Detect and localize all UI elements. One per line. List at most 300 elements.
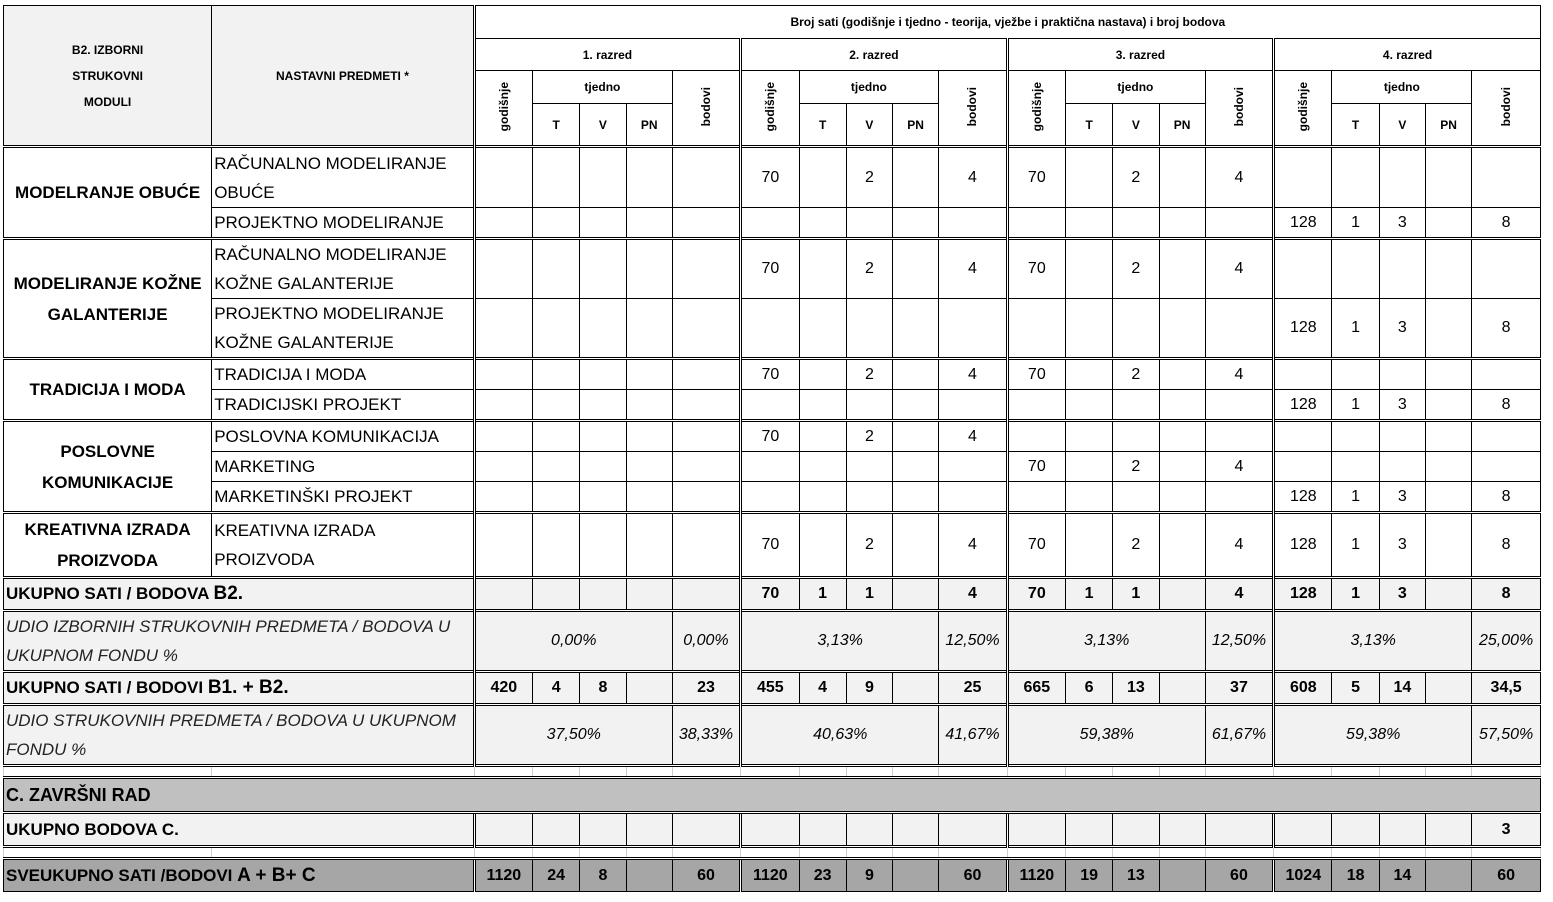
value-cell: 8: [1472, 299, 1541, 359]
curriculum-table-wrapper: [3, 5, 1541, 892]
value-cell: [1205, 482, 1273, 513]
value-cell: [1425, 299, 1471, 359]
value-cell: [1425, 239, 1471, 299]
weekly-header: tjedno: [799, 71, 939, 104]
value-cell: 3: [1472, 813, 1541, 847]
value-cell: [1065, 208, 1112, 239]
section-c-row: [4, 778, 1541, 813]
value-cell: 60: [1205, 859, 1273, 892]
hours-title: Broj sati (godišnje i tjedno - teorija, vježbe i praktična nastava) i broj bodova: [474, 6, 1540, 39]
value-cell: 8: [1472, 208, 1541, 239]
value-cell: 665: [1007, 672, 1065, 705]
points-header: [1205, 71, 1273, 147]
points-header: [672, 71, 740, 147]
spacer-cell: [626, 847, 672, 859]
value-cell: [799, 513, 846, 578]
spacer-cell: [846, 847, 892, 859]
value-cell: [939, 208, 1007, 239]
value-cell: 18: [1332, 859, 1379, 892]
annual-label: godišnje: [1029, 81, 1044, 132]
value-cell: [893, 452, 939, 482]
value-cell: 1: [1332, 482, 1379, 513]
total-b1b2-row: [4, 672, 1541, 705]
value-cell: 8: [580, 672, 626, 705]
value-cell: 70: [741, 421, 799, 452]
value-cell: [1205, 208, 1273, 239]
value-cell: 1: [1065, 578, 1112, 611]
value-cell: [533, 208, 580, 239]
hours-share: 40,63%: [741, 705, 939, 766]
value-cell: [1425, 813, 1471, 847]
value-cell: [799, 813, 846, 847]
value-cell: 4: [533, 672, 580, 705]
value-cell: [672, 239, 740, 299]
value-cell: 1: [799, 578, 846, 611]
value-cell: [1332, 813, 1379, 847]
hours-share: 59,38%: [1274, 705, 1472, 766]
points-label: bodovi: [1499, 86, 1514, 127]
spacer-cell: [1159, 766, 1205, 778]
value-cell: [580, 513, 626, 578]
value-cell: [799, 390, 846, 421]
value-cell: [939, 299, 1007, 359]
value-cell: [741, 299, 799, 359]
value-cell: [474, 813, 532, 847]
total-c-row: [4, 813, 1541, 847]
hours-share: 3,13%: [1007, 611, 1205, 672]
value-cell: [474, 578, 532, 611]
value-cell: [1379, 452, 1425, 482]
value-cell: 70: [741, 359, 799, 390]
value-cell: 34,5: [1472, 672, 1541, 705]
value-cell: 70: [1007, 359, 1065, 390]
value-cell: [580, 239, 626, 299]
spacer-cell: [580, 847, 626, 859]
value-cell: [1065, 359, 1112, 390]
value-cell: [1379, 813, 1425, 847]
value-cell: [533, 452, 580, 482]
value-cell: [893, 859, 939, 892]
value-cell: [580, 421, 626, 452]
spacer-cell: [1159, 847, 1205, 859]
value-cell: 4: [1205, 359, 1273, 390]
hours-share: 0,00%: [474, 611, 672, 672]
value-cell: [672, 208, 740, 239]
value-cell: [939, 813, 1007, 847]
value-cell: 3: [1379, 578, 1425, 611]
value-cell: [1425, 859, 1471, 892]
value-cell: 4: [799, 672, 846, 705]
spacer-cell: [741, 766, 799, 778]
pn-header: PN: [1159, 104, 1205, 147]
header-line: STRUKOVNI: [72, 68, 143, 83]
value-cell: [893, 482, 939, 513]
value-cell: [474, 299, 532, 359]
value-cell: [1065, 147, 1112, 208]
value-cell: 37: [1205, 672, 1273, 705]
value-cell: 19: [1065, 859, 1112, 892]
spacer-cell: [4, 766, 212, 778]
value-cell: [893, 813, 939, 847]
value-cell: 24: [533, 859, 580, 892]
subject-row: [4, 513, 1541, 578]
value-cell: 8: [1472, 482, 1541, 513]
value-cell: [1425, 482, 1471, 513]
points-share: 57,50%: [1472, 705, 1541, 766]
value-cell: 128: [1274, 513, 1332, 578]
value-cell: [1274, 452, 1332, 482]
value-cell: [893, 239, 939, 299]
value-cell: 25: [939, 672, 1007, 705]
subject-column-header: NASTAVNI PREDMETI *: [212, 6, 475, 147]
value-cell: 1: [1332, 513, 1379, 578]
value-cell: [1113, 390, 1159, 421]
value-cell: [1065, 452, 1112, 482]
value-cell: [1159, 239, 1205, 299]
value-cell: 3: [1379, 299, 1425, 359]
value-cell: [799, 452, 846, 482]
subject-row: [4, 299, 1541, 359]
label-text: UKUPNO SATI / BODOVI: [6, 678, 208, 697]
spacer-cell: [533, 766, 580, 778]
value-cell: [1472, 147, 1541, 208]
value-cell: [1113, 421, 1159, 452]
value-cell: 1: [1113, 578, 1159, 611]
value-cell: 70: [1007, 239, 1065, 299]
value-cell: [1159, 813, 1205, 847]
value-cell: [672, 452, 740, 482]
value-cell: 128: [1274, 299, 1332, 359]
value-cell: 70: [1007, 578, 1065, 611]
header-line: B2. IZBORNI: [71, 42, 144, 57]
value-cell: 70: [1007, 147, 1065, 208]
points-share: 41,67%: [939, 705, 1007, 766]
value-cell: [799, 239, 846, 299]
value-cell: [474, 421, 532, 452]
spacer-cell: [893, 766, 939, 778]
value-cell: [474, 482, 532, 513]
points-label: bodovi: [698, 86, 713, 127]
value-cell: 1024: [1274, 859, 1332, 892]
value-cell: 128: [1274, 482, 1332, 513]
value-cell: 8: [580, 859, 626, 892]
total-c-row-label: [4, 813, 475, 847]
spacer-cell: [212, 847, 475, 859]
v-header: V: [846, 104, 892, 147]
value-cell: [1205, 299, 1273, 359]
value-cell: 14: [1379, 672, 1425, 705]
value-cell: [893, 578, 939, 611]
value-cell: [1379, 239, 1425, 299]
spacer-cell: [4, 847, 212, 859]
value-cell: 128: [1274, 208, 1332, 239]
value-cell: [1425, 421, 1471, 452]
value-cell: 4: [1205, 147, 1273, 208]
value-cell: [1472, 359, 1541, 390]
value-cell: [893, 147, 939, 208]
value-cell: [893, 421, 939, 452]
share-b1b2-row-label: UDIO STRUKOVNIH PREDMETA / BODOVA U UKUPNOM FONDU %: [4, 705, 475, 766]
value-cell: 70: [1007, 513, 1065, 578]
value-cell: [533, 813, 580, 847]
label-emphasis: B1. + B2.: [207, 677, 289, 698]
value-cell: 2: [846, 359, 892, 390]
value-cell: [1332, 452, 1379, 482]
subject-row: [4, 421, 1541, 452]
subject-name: KREATIVNA IZRADA PROIZVODA: [212, 513, 475, 578]
value-cell: [580, 208, 626, 239]
value-cell: 4: [1205, 513, 1273, 578]
value-cell: 70: [741, 239, 799, 299]
subject-name: RAČUNALNO MODELIRANJE OBUĆE: [212, 147, 475, 208]
points-share: 61,67%: [1205, 705, 1273, 766]
grand-total-row-label: [4, 859, 475, 892]
spacer-cell: [893, 847, 939, 859]
value-cell: [533, 578, 580, 611]
value-cell: [1065, 513, 1112, 578]
share-b2-row-label: UDIO IZBORNIH STRUKOVNIH PREDMETA / BODOVA U UKUPNOM FONDU %: [4, 611, 475, 672]
annual-label: godišnje: [496, 81, 511, 132]
section-c-title: C. ZAVRŠNI RAD: [4, 778, 1541, 813]
value-cell: [1113, 482, 1159, 513]
value-cell: 2: [846, 421, 892, 452]
value-cell: [1159, 390, 1205, 421]
value-cell: [533, 239, 580, 299]
value-cell: [741, 208, 799, 239]
value-cell: [672, 482, 740, 513]
value-cell: [533, 390, 580, 421]
value-cell: 23: [672, 672, 740, 705]
value-cell: 9: [846, 672, 892, 705]
value-cell: [672, 421, 740, 452]
value-cell: [474, 359, 532, 390]
value-cell: [580, 482, 626, 513]
value-cell: [1425, 359, 1471, 390]
value-cell: [893, 359, 939, 390]
value-cell: [799, 359, 846, 390]
spacer-cell: [939, 847, 1007, 859]
value-cell: [799, 482, 846, 513]
module-name: MODELIRANJE KOŽNE GALANTERIJE: [4, 239, 212, 359]
points-share: 12,50%: [939, 611, 1007, 672]
annual-label: godišnje: [763, 81, 778, 132]
value-cell: [799, 421, 846, 452]
value-cell: [1007, 421, 1065, 452]
module-name: POSLOVNE KOMUNIKACIJE: [4, 421, 212, 513]
weekly-header: tjedno: [1332, 71, 1472, 104]
spacer-cell: [1113, 847, 1159, 859]
total-b2-row-label: [4, 578, 475, 611]
value-cell: 128: [1274, 390, 1332, 421]
grand-total-row: [4, 859, 1541, 892]
value-cell: [1274, 239, 1332, 299]
value-cell: [846, 482, 892, 513]
subject-row: [4, 482, 1541, 513]
value-cell: [741, 482, 799, 513]
spacer-cell: [1065, 766, 1112, 778]
value-cell: 8: [1472, 578, 1541, 611]
value-cell: [1425, 390, 1471, 421]
spacer-cell: [741, 847, 799, 859]
module-name: MODELRANJE OBUĆE: [4, 147, 212, 239]
value-cell: [939, 452, 1007, 482]
value-cell: [626, 672, 672, 705]
value-cell: [846, 813, 892, 847]
t-header: T: [799, 104, 846, 147]
value-cell: [626, 513, 672, 578]
spacer-cell: [212, 766, 475, 778]
label-text: UKUPNO SATI / BODOVA: [6, 584, 214, 603]
value-cell: 1: [846, 578, 892, 611]
value-cell: [1472, 421, 1541, 452]
subject-name: TRADICIJA I MODA: [212, 359, 475, 390]
value-cell: [1007, 813, 1065, 847]
value-cell: 2: [846, 147, 892, 208]
value-cell: [580, 813, 626, 847]
value-cell: [1159, 482, 1205, 513]
pn-header: PN: [626, 104, 672, 147]
spacer-cell: [1205, 847, 1273, 859]
value-cell: [799, 208, 846, 239]
value-cell: [1379, 359, 1425, 390]
value-cell: [1159, 452, 1205, 482]
subject-name: MARKETING: [212, 452, 475, 482]
value-cell: [893, 208, 939, 239]
subject-row: [4, 452, 1541, 482]
value-cell: [846, 452, 892, 482]
spacer-cell: [1332, 847, 1379, 859]
value-cell: [799, 147, 846, 208]
subject-name: PROJEKTNO MODELIRANJE: [212, 208, 475, 239]
spacer-cell: [672, 847, 740, 859]
value-cell: 13: [1113, 672, 1159, 705]
spacer-cell: [1425, 766, 1471, 778]
value-cell: [939, 390, 1007, 421]
value-cell: [1159, 208, 1205, 239]
value-cell: [1007, 208, 1065, 239]
value-cell: [626, 859, 672, 892]
value-cell: [1065, 239, 1112, 299]
value-cell: 8: [1472, 513, 1541, 578]
value-cell: 4: [1205, 578, 1273, 611]
value-cell: [939, 482, 1007, 513]
spacer-cell: [1007, 766, 1065, 778]
spacer-cell: [1379, 766, 1425, 778]
value-cell: [533, 482, 580, 513]
spacer-cell: [626, 766, 672, 778]
value-cell: 14: [1379, 859, 1425, 892]
value-cell: [533, 359, 580, 390]
value-cell: 5: [1332, 672, 1379, 705]
spacer-cell: [1113, 766, 1159, 778]
value-cell: [474, 452, 532, 482]
value-cell: [533, 147, 580, 208]
points-share: 0,00%: [672, 611, 740, 672]
spacer-cell: [1425, 847, 1471, 859]
value-cell: 2: [1113, 513, 1159, 578]
pn-header: PN: [1425, 104, 1471, 147]
value-cell: [1425, 672, 1471, 705]
spacer-cell: [939, 766, 1007, 778]
subject-name: MARKETINŠKI PROJEKT: [212, 482, 475, 513]
value-cell: [1113, 813, 1159, 847]
value-cell: [1007, 299, 1065, 359]
annual-label: godišnje: [1296, 81, 1311, 132]
value-cell: [1379, 147, 1425, 208]
value-cell: 1: [1332, 208, 1379, 239]
value-cell: [1379, 421, 1425, 452]
value-cell: [533, 299, 580, 359]
value-cell: 60: [939, 859, 1007, 892]
value-cell: [1472, 452, 1541, 482]
value-cell: 4: [1205, 452, 1273, 482]
spacer-cell: [533, 847, 580, 859]
spacer-cell: [1472, 766, 1541, 778]
spacer-cell: [1274, 847, 1332, 859]
value-cell: [1205, 421, 1273, 452]
value-cell: [580, 390, 626, 421]
label-text: SVEUKUPNO SATI /BODOVI: [6, 865, 238, 885]
points-header: [939, 71, 1007, 147]
grade-header: 4. razred: [1274, 39, 1541, 71]
value-cell: 3: [1379, 513, 1425, 578]
annual-header: [1274, 71, 1332, 147]
t-header: T: [1332, 104, 1379, 147]
value-cell: [1007, 390, 1065, 421]
value-cell: 1120: [474, 859, 532, 892]
value-cell: [1065, 421, 1112, 452]
share-b1b2-row: [4, 705, 1541, 766]
value-cell: 4: [939, 239, 1007, 299]
value-cell: [474, 239, 532, 299]
value-cell: [1425, 578, 1471, 611]
subject-name: POSLOVNA KOMUNIKACIJA: [212, 421, 475, 452]
value-cell: 4: [939, 513, 1007, 578]
value-cell: [474, 147, 532, 208]
value-cell: [580, 147, 626, 208]
value-cell: [672, 578, 740, 611]
value-cell: 9: [846, 859, 892, 892]
hours-share: 37,50%: [474, 705, 672, 766]
value-cell: 3: [1379, 208, 1425, 239]
value-cell: 2: [1113, 239, 1159, 299]
value-cell: [1332, 147, 1379, 208]
share-b2-row: [4, 611, 1541, 672]
t-header: T: [533, 104, 580, 147]
value-cell: [1425, 452, 1471, 482]
value-cell: [626, 239, 672, 299]
value-cell: [626, 147, 672, 208]
value-cell: [1159, 421, 1205, 452]
spacer-cell: [580, 766, 626, 778]
value-cell: [580, 359, 626, 390]
label-emphasis: B2.: [213, 583, 244, 604]
value-cell: [626, 452, 672, 482]
value-cell: 128: [1274, 578, 1332, 611]
label-emphasis: A + B+ C: [237, 864, 316, 886]
value-cell: 2: [846, 513, 892, 578]
grade-header: 1. razred: [474, 39, 740, 71]
subject-row: [4, 147, 1541, 208]
value-cell: 70: [741, 513, 799, 578]
value-cell: [846, 299, 892, 359]
spacer-cell: [474, 847, 532, 859]
value-cell: [1159, 359, 1205, 390]
value-cell: 4: [939, 147, 1007, 208]
value-cell: 3: [1379, 390, 1425, 421]
subject-name: TRADICIJSKI PROJEKT: [212, 390, 475, 421]
value-cell: [672, 299, 740, 359]
